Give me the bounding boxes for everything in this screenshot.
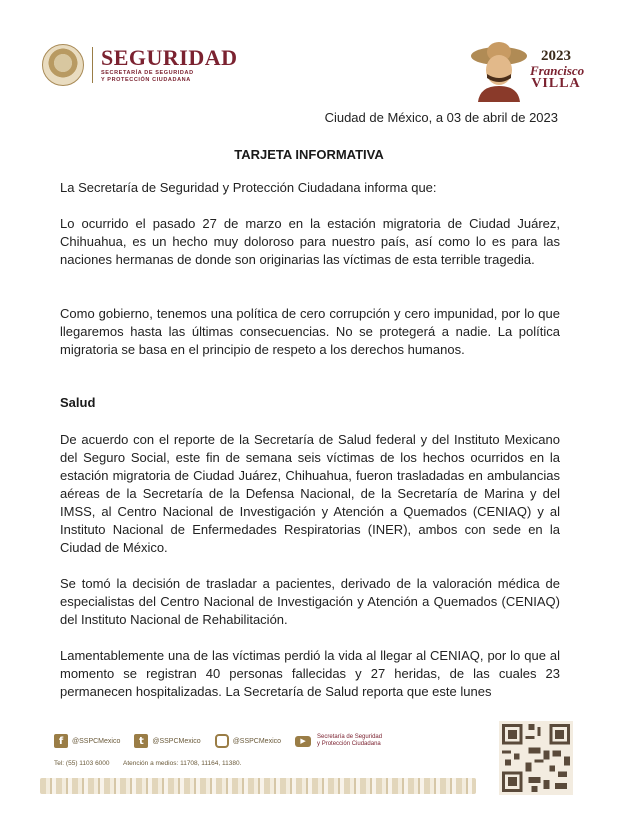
twitter-icon: t [134,734,148,748]
paragraph-policy: Como gobierno, tenemos una política de cero corrupción y cero impunidad, por lo que llegaremos hasta las últimas consecuencias. No se protegerá a nadie. La política migratoria se basa en el principio de respeto a los derechos humanos. [60,306,560,357]
twitter-handle: @SSPCMexico [152,737,201,745]
instagram-link[interactable] [215,734,281,748]
national-seal-icon [42,44,84,86]
footer-org-line2: y Protección Ciudadana [317,741,381,747]
social-links [54,734,382,748]
org-subtitle-line1: SECRETARÍA DE SEGURIDAD [101,70,194,76]
qr-code-icon[interactable] [499,720,573,796]
org-name-block [101,46,238,84]
commemorative-logo [470,36,585,104]
commemorative-name-2: VILLA [531,76,581,91]
facebook-icon: f [54,734,68,748]
facebook-handle: @SSPCMexico [72,737,121,745]
phone-number: Tel: (55) 1103 6000 [54,760,110,767]
footer-org-line1: Secretaría de Seguridad [317,734,383,740]
section-title-salud: Salud [60,395,96,410]
commemorative-year: 2023 [541,48,571,64]
sspc-logo [42,44,238,86]
paragraph-transfer-decision: Se tomó la decisión de trasladar a pacientes, derivado de la valoración médica de especialistas del Centro Nacional de Investigación y Atención a Quemados (CENIAQ) del Instituto Nacional de Rehabilitación. [60,576,560,627]
org-title: SEGURIDAD [101,45,238,70]
decorative-pattern [40,778,476,794]
portrait-icon [470,40,528,102]
intro-paragraph: La Secretaría de Seguridad y Protección Ciudadana informa que: [60,180,437,195]
paragraph-victims-count: Lamentablemente una de las víctimas perdió la vida al llegar al CENIAQ, por lo que al momento se registran 40 personas fallecidas y 27 heridas, de las cuales 23 permanecen hospitalizadas. La Secretaría de Salud reporta que este lunes [60,648,560,699]
media-attention: Atención a medios: 11708, 11164, 11380. [122,760,242,767]
paragraph-incident: Lo ocurrido el pasado 27 de marzo en la estación migratoria de Ciudad Juárez, Chihuahua, es un hecho muy doloroso para nuestro país, así como lo es para las naciones hermanas de donde son originarias las víctimas de esta terrible tragedia. [60,216,560,267]
commemorative-name-1: Francisco [530,63,585,78]
youtube-link[interactable] [295,734,382,748]
org-subtitle-line2: Y PROTECCIÓN CIUDADANA [101,77,191,83]
document-heading: TARJETA INFORMATIVA [234,147,384,162]
logo-divider [92,47,93,83]
instagram-icon [215,734,229,748]
commemorative-text [530,48,585,91]
facebook-link[interactable] [54,734,120,748]
instagram-handle: @SSPCMexico [232,737,282,745]
twitter-link[interactable] [134,734,200,748]
date-line: Ciudad de México, a 03 de abril de 2023 [324,110,558,125]
youtube-icon: ▶ [295,736,311,747]
footer-org-name [317,734,382,748]
footer [0,720,618,837]
contact-info [54,760,253,767]
paragraph-health-report: De acuerdo con el reporte de la Secretaría de Salud federal y del Instituto Mexicano del Seguro Social, este fin de semana seis víctimas de los hechos ocurridos en la estación migratoria de Ciudad Juárez, Chihuahua, fueron trasladadas en ambulancias aéreas de la Secretaría de la Defensa Nacional, de la Secretaría de Marina y del IMSS, al Centro Nacional de Investigación y Atención a Quemados (CENIAQ) y al Instituto Nacional de Enfermedades Respiratorias (INER), ambos con sede en la Ciudad de México. [60,432,560,555]
